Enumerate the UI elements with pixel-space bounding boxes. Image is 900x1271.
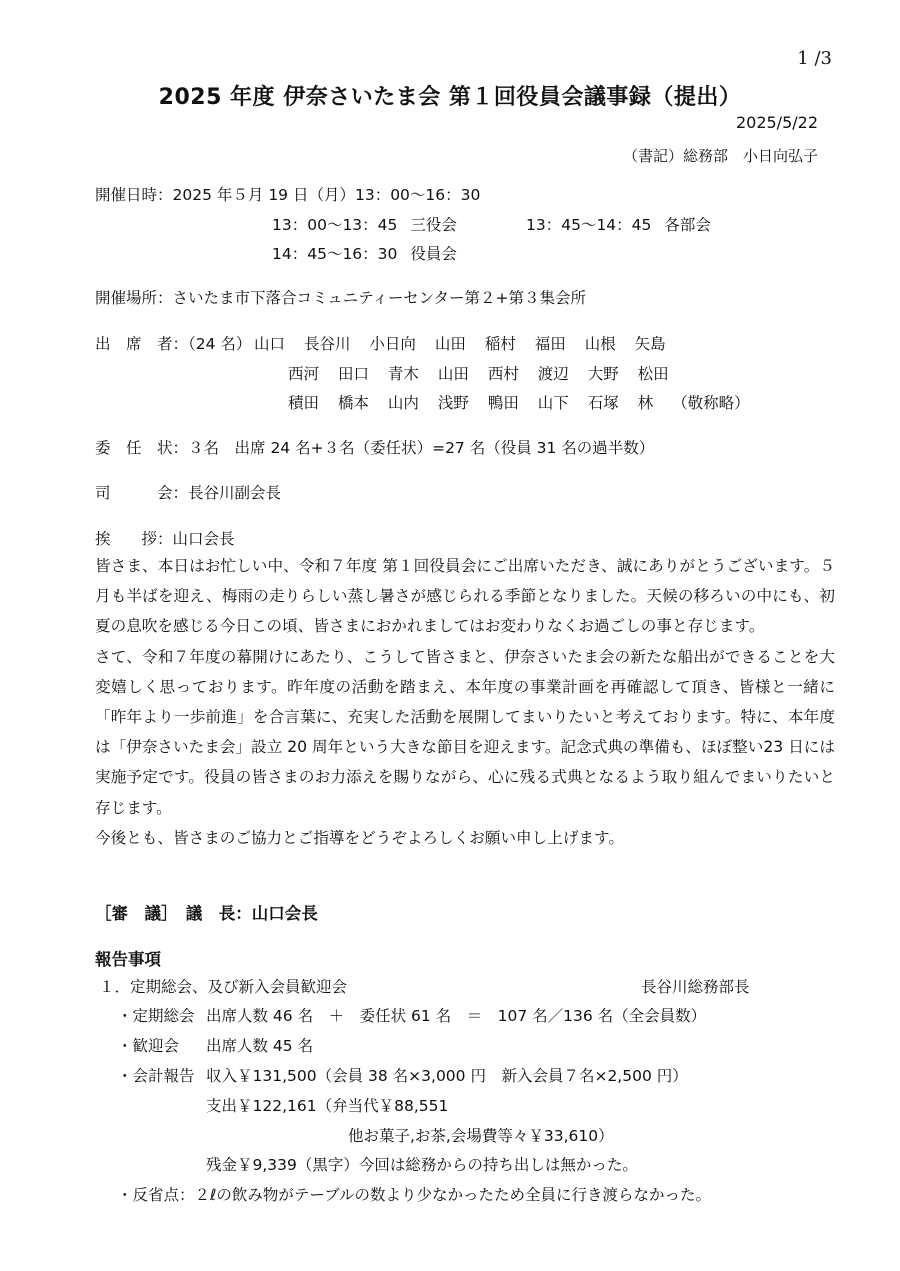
- general-meeting-value: 出席人数 46 名 ＋ 委任状 61 名 ＝ 107 名／136 名（全会員数）: [206, 1007, 707, 1025]
- reports-heading: 報告事項: [95, 950, 161, 969]
- greeting-paragraph: 皆さま、本日はお忙しい中、令和７年度 第１回役員会にご出席いただき、誠にありがとうございます。５月も半ばを迎え、梅雨の走りらしい蒸し暑さが感じられる季節となりました。天候の移ろいの中にも、初夏の息吹を感じる今日この頃、皆さまにおかれましてはお変わりなくお過ごしの事と存じます。: [95, 557, 835, 636]
- attendee: 小日向: [369, 335, 416, 353]
- reflection-note: ・反省点：２ℓの飲み物がテーブルの数より少なかったため全員に行き渡らなかった。: [117, 1186, 712, 1204]
- attendee: 山下: [537, 394, 569, 412]
- report-item-owner: 長谷川総務部長: [641, 978, 750, 996]
- deliberation-heading: ［審 議］ 議 長：山口会長: [95, 904, 318, 923]
- meeting-place-value: さいたま市下落合コミュニティーセンター第２+第３集会所: [172, 289, 587, 307]
- chair-label: 司 会：: [95, 484, 189, 502]
- attendee: 山口: [254, 335, 286, 353]
- schedule-time: 13：45〜14：45: [526, 216, 652, 234]
- attendance-row-1: [254, 332, 680, 354]
- meeting-datetime-label: 開催日時：: [95, 186, 173, 204]
- attendee: 橋本: [337, 394, 369, 412]
- accounting-expense-detail: 他お菓子,お茶,会場費等々￥33,610）: [348, 1127, 614, 1145]
- attendee: 浅野: [437, 394, 469, 412]
- meeting-place-label: 開催場所：: [95, 289, 173, 307]
- attendee: 西村: [487, 365, 519, 383]
- accounting-balance: 残金￥9,339（黒字）今回は総務からの持ち出しは無かった。: [206, 1156, 638, 1174]
- attendance-label: 出 席 者：: [95, 335, 189, 353]
- attendance-row-2: [288, 362, 683, 384]
- attendance-row-3: [288, 391, 764, 413]
- attendee: 山根: [584, 335, 616, 353]
- attendance-header: [95, 332, 251, 354]
- document-date: 2025/5/22: [735, 113, 818, 132]
- meeting-datetime: [95, 183, 480, 205]
- attendance-count: （24 名）: [188, 335, 252, 353]
- attendee: 西河: [288, 365, 320, 383]
- general-meeting-label: ・定期総会: [117, 1007, 195, 1025]
- accounting-expense: 支出￥122,161（弁当代￥88,551: [206, 1097, 449, 1115]
- attendee: 青木: [387, 365, 419, 383]
- attendee: 福田: [534, 335, 566, 353]
- attendee: 田口: [337, 365, 369, 383]
- chair-line: [95, 481, 281, 503]
- greeting-label: 挨 拶：: [95, 530, 173, 548]
- attendee: 山内: [387, 394, 419, 412]
- attendee: 大野: [587, 365, 619, 383]
- attendee: 矢島: [634, 335, 666, 353]
- schedule-name: 役員会: [410, 245, 457, 263]
- attendee: 松田: [637, 365, 669, 383]
- meeting-place: [95, 286, 586, 308]
- attendee: 長谷川: [303, 335, 351, 353]
- schedule-time: 13：00〜13：45: [272, 216, 398, 234]
- greeting-paragraph: さて、令和７年度の幕開けにあたり、こうして皆さまと、伊奈さいたま会の新たな船出ができることを大変嬉しく思っております。昨年度の活動を踏まえ、本年度の事業計画を再確認して頂き、皆様と一緒に「昨年より一歩前進」を合言葉に、充実した活動を展開してまいりたいと考えております。特に、本年度は「伊奈さいたま会」設立 20 周年という大きな節目を迎えます。記念式典の準備も、ほぼ整い23 日には実施予定です。役員の皆さまのお力添えを賜りながら、心に残る式典となるよう取り組んでまいりたいと存じます。: [95, 647, 835, 817]
- attendee: 林: [637, 394, 654, 412]
- page-number: 1 /3: [797, 48, 832, 69]
- meeting-datetime-value: 2025 年５月 19 日（月）13：00〜16：30: [172, 186, 481, 204]
- schedule-session-3: [272, 242, 457, 264]
- attendee: 山田: [437, 365, 469, 383]
- attendee: 石塚: [587, 394, 619, 412]
- attendee: 鴨田: [487, 394, 519, 412]
- accounting-label: ・会計報告: [117, 1067, 195, 1085]
- proxy-line: [95, 436, 654, 458]
- greeting-line: [95, 527, 235, 549]
- greeting-speaker: 山口会長: [172, 530, 235, 548]
- attendee: 渡辺: [537, 365, 569, 383]
- schedule-session-1: [272, 213, 457, 235]
- attendee: 山田: [434, 335, 466, 353]
- chair-value: 長谷川副会長: [188, 484, 282, 502]
- greeting-paragraph: 今後とも、皆さまのご協力とご指導をどうぞよろしくお願い申し上げます。: [95, 828, 624, 847]
- accounting-income: 収入￥131,500（会員 38 名×3,000 円 新入会員７名×2,500 円）: [206, 1067, 688, 1085]
- proxy-value: ３名 出席 24 名+３名（委任状）=27 名（役員 31 名の過半数）: [188, 439, 655, 457]
- schedule-name: 三役会: [410, 216, 457, 234]
- honorific-note: （敬称略）: [672, 394, 750, 412]
- schedule-session-2: [526, 213, 711, 235]
- scribe: （書記）総務部 小日向弘子: [622, 147, 818, 165]
- attendee: 積田: [288, 394, 320, 412]
- attendee: 稲村: [484, 335, 516, 353]
- welcome-label: ・歓迎会: [117, 1037, 180, 1055]
- welcome-value: 出席人数 45 名: [206, 1037, 314, 1055]
- greeting-body: [95, 551, 835, 853]
- schedule-time: 14：45〜16：30: [272, 245, 398, 263]
- schedule-name: 各部会: [664, 216, 711, 234]
- document-title: 2025 年度 伊奈さいたま会 第１回役員会議事録（提出）: [158, 85, 742, 110]
- proxy-label: 委 任 状：: [95, 439, 189, 457]
- report-item-title: １．定期総会、及び新入会員歓迎会: [99, 978, 348, 996]
